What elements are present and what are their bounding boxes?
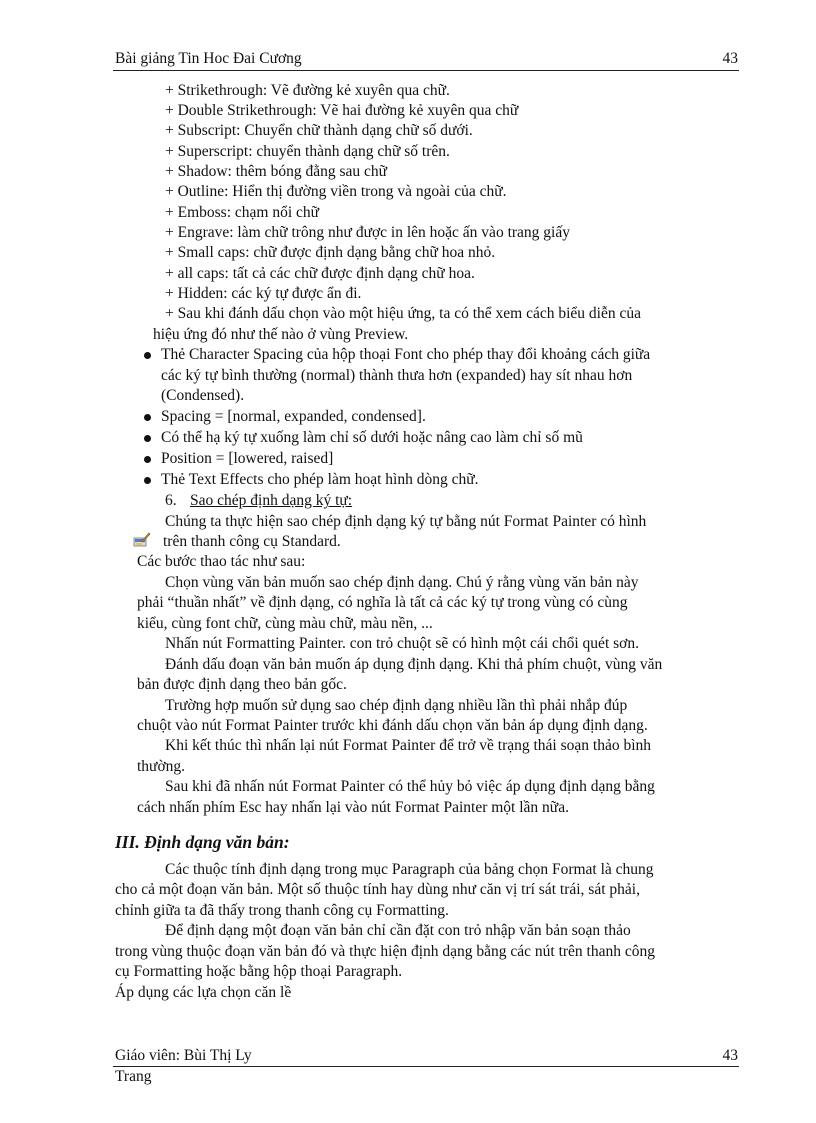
- footer-page-number: 43: [722, 1047, 738, 1064]
- bullet-icon: [144, 477, 151, 484]
- body-line: hiệu ứng đó như thế nào ở vùng Preview.: [153, 326, 409, 343]
- body-line: + Outline: Hiển thị đường viền trong và ngoài của chữ.: [165, 183, 507, 200]
- header-title: Bài giảng Tin Hoc Đai Cương: [115, 50, 302, 67]
- body-line: + Small caps: chữ được định dạng bằng chữ hoa nhỏ.: [165, 244, 496, 261]
- bullet-line: Thẻ Text Effects cho phép làm hoạt hình dòng chữ.: [161, 471, 479, 488]
- body-line: cho cả một đoạn văn bản. Một số thuộc tính hay dùng như căn vị trí sát trái, sát phải,: [115, 881, 640, 898]
- header-page-number: 43: [722, 50, 738, 67]
- body-line: + Strikethrough: Vẽ đường kẻ xuyên qua chữ.: [165, 82, 450, 99]
- footer-trang: Trang: [115, 1068, 152, 1085]
- body-line: Các thuộc tính định dạng trong mục Paragraph của bảng chọn Format là chung: [165, 861, 654, 878]
- body-line: chỉnh giữa ta đã thấy trong thanh công cụ Formatting.: [115, 902, 449, 919]
- paintbrush-icon: [133, 532, 151, 548]
- body-line: Chọn vùng văn bản muốn sao chép định dạng. Chú ý rằng vùng văn bản này: [165, 574, 639, 591]
- bullet-icon: [144, 435, 151, 442]
- body-line: + Subscript: Chuyển chữ thành dạng chữ số dưới.: [165, 122, 473, 139]
- body-line: Nhấn nút Formatting Painter. con trỏ chuột sẽ có hình một cái chổi quét sơn.: [165, 635, 639, 652]
- body-line: + Hidden: các ký tự được ẩn đi.: [165, 285, 362, 302]
- body-line: cách nhấn phím Esc hay nhấn lại vào nút Format Painter một lần nữa.: [137, 799, 569, 816]
- body-line: Áp dụng các lựa chọn căn lề: [115, 984, 292, 1001]
- body-line: + Double Strikethrough: Vẽ hai đường kẻ xuyên qua chữ: [165, 102, 519, 119]
- body-line: Khi kết thúc thì nhấn lại nút Format Painter để trở về trạng thái soạn thảo bình: [165, 737, 652, 754]
- body-line: các ký tự bình thường (normal) thành thưa hơn (expanded) hay sít nhau hơn: [161, 367, 633, 384]
- bullet-line: Spacing = [normal, expanded, condensed].: [161, 408, 426, 425]
- body-line: cụ Formatting hoặc bằng hộp thoại Paragraph.: [115, 963, 403, 980]
- body-line: thường.: [137, 758, 186, 775]
- body-line: kiểu, cùng font chữ, cùng màu chữ, màu nền, ...: [137, 615, 433, 632]
- body-line: bản được định dạng theo bản gốc.: [137, 676, 347, 693]
- body-line: + all caps: tất cả các chữ được định dạng chữ hoa.: [165, 265, 475, 282]
- body-line: Các bước thao tác như sau:: [137, 553, 306, 570]
- body-line: + Superscript: chuyển thành dạng chữ số trên.: [165, 143, 450, 160]
- section-heading-iii: III. Định dạng văn bản:: [115, 832, 290, 852]
- body-line: + Shadow: thêm bóng đằng sau chữ: [165, 163, 388, 180]
- body-line: chuột vào nút Format Painter trước khi đánh dấu chọn văn bản áp dụng định dạng.: [137, 717, 648, 734]
- body-line: + Engrave: làm chữ trông như được in lên hoặc ấn vào trang giấy: [165, 224, 570, 241]
- body-line: (Condensed).: [161, 387, 245, 404]
- body-line: Chúng ta thực hiện sao chép định dạng ký tự bằng nút Format Painter có hình: [165, 513, 647, 530]
- footer-rule: [113, 1066, 739, 1067]
- body-line: trên thanh công cụ Standard.: [163, 533, 341, 550]
- section-number: 6.: [165, 492, 177, 509]
- body-line: phải “thuần nhất” về định dạng, có nghĩa là tất cả các ký tự trong vùng có cùng: [137, 594, 628, 611]
- bullet-line: Có thể hạ ký tự xuống làm chỉ số dưới hoặc nâng cao làm chỉ số mũ: [161, 429, 583, 446]
- body-line: + Emboss: chạm nổi chữ: [165, 204, 320, 221]
- bullet-icon: [144, 352, 151, 359]
- bullet-line: Thẻ Character Spacing của hộp thoại Font cho phép thay đổi khoảng cách giữa: [161, 346, 651, 363]
- footer-teacher: Giáo viên: Bùi Thị Ly: [115, 1047, 252, 1064]
- bullet-icon: [144, 414, 151, 421]
- body-line: Đánh dấu đoạn văn bản muốn áp dụng định dạng. Khi thả phím chuột, vùng văn: [165, 656, 663, 673]
- body-line: + Sau khi đánh dấu chọn vào một hiệu ứng, ta có thể xem cách biểu diễn của: [165, 305, 641, 322]
- body-line: trong vùng thuộc đoạn văn bản đó và thực hiện định dạng bằng các nút trên thanh công: [115, 943, 655, 960]
- body-line: Trường hợp muốn sử dụng sao chép định dạng nhiều lần thì phải nhắp đúp: [165, 697, 628, 714]
- header-rule: [113, 70, 739, 71]
- bullet-line: Position = [lowered, raised]: [161, 450, 334, 467]
- body-line: Để định dạng một đoạn văn bản chỉ cần đặt con trỏ nhập văn bản soạn thảo: [165, 922, 631, 939]
- section-heading: Sao chép định dạng ký tự:: [190, 492, 353, 509]
- bullet-icon: [144, 456, 151, 463]
- body-line: Sau khi đã nhấn nút Format Painter có thể hủy bỏ việc áp dụng định dạng bằng: [165, 778, 655, 795]
